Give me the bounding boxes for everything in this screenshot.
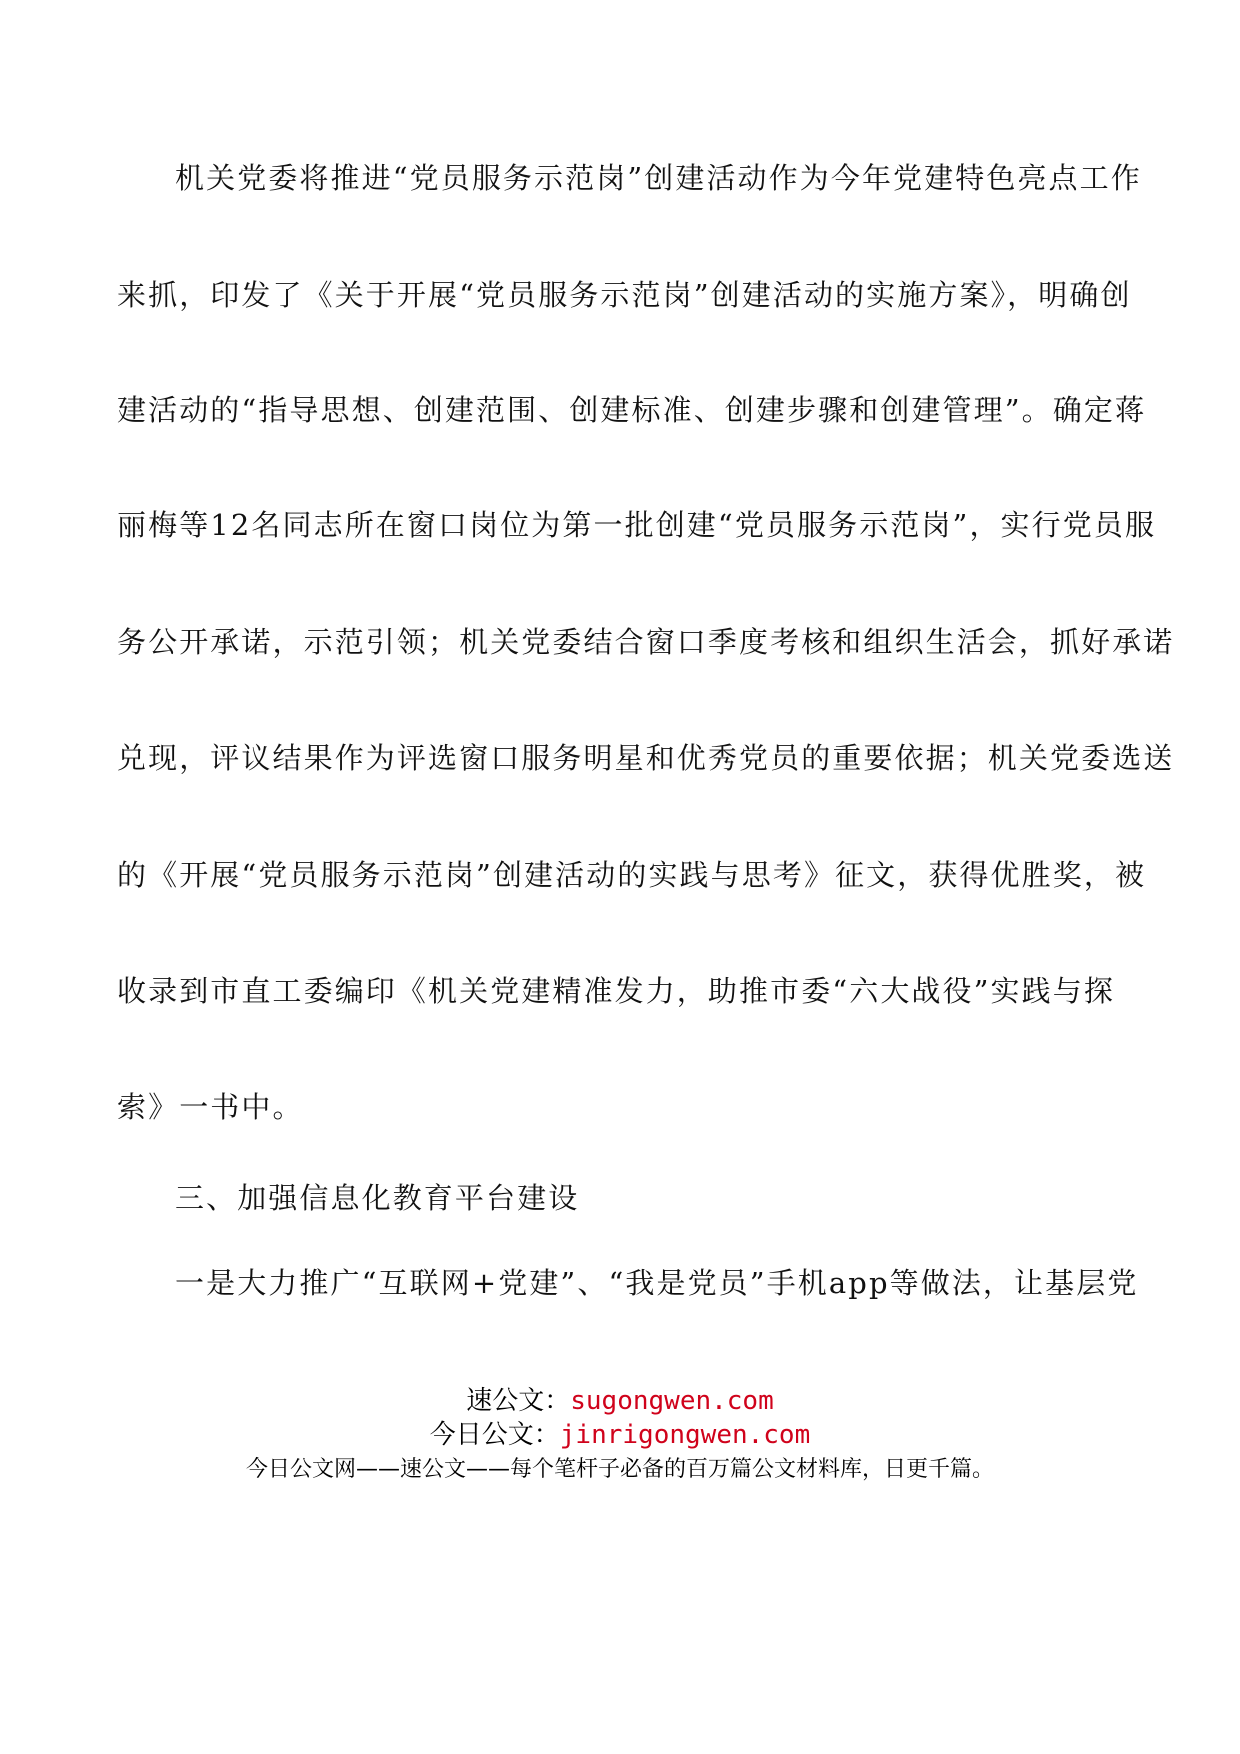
footer-slogan: 今日公文网——速公文——每个笔杆子必备的百万篇公文材料库，日更千篇。 xyxy=(245,1457,994,1482)
paragraph-line: 机关党委将推进“党员服务示范岗”创建活动作为今年党建特色亮点工作 xyxy=(175,161,1142,195)
paragraph-line: 务公开承诺，示范引领；机关党委结合窗口季度考核和组织生活会，抓好承诺 xyxy=(117,625,1175,659)
paragraph-line: 一是大力推广“互联网+党建”、“我是党员”手机app等做法，让基层党 xyxy=(175,1266,1139,1300)
paragraph-line: 的《开展“党员服务示范岗”创建活动的实践与思考》征文，获得优胜奖，被 xyxy=(117,858,1147,892)
paragraph-line: 丽梅等12名同志所在窗口岗位为第一批创建“党员服务示范岗”，实行党员服 xyxy=(117,508,1157,542)
footer-site-domain-link[interactable]: sugongwen.com xyxy=(570,1386,774,1416)
paragraph-line: 索》一书中。 xyxy=(117,1090,304,1124)
footer-site-label: 今日公文： xyxy=(429,1420,560,1450)
paragraph-line: 兑现，评议结果作为评选窗口服务明星和优秀党员的重要依据；机关党委选送 xyxy=(117,741,1175,775)
footer-site-line-1 xyxy=(0,1380,1240,1417)
paragraph-line: 收录到市直工委编印《机关党建精准发力，助推市委“六大战役”实践与探 xyxy=(117,974,1115,1008)
footer-site-label: 速公文： xyxy=(466,1386,571,1416)
section-heading: 三、加强信息化教育平台建设 xyxy=(175,1181,580,1215)
paragraph-line: 建活动的“指导思想、创建范围、创建标准、创建步骤和创建管理”。确定蒋 xyxy=(117,393,1147,427)
paragraph-line: 来抓，印发了《关于开展“党员服务示范岗”创建活动的实施方案》，明确创 xyxy=(117,278,1132,312)
footer-site-line-2 xyxy=(0,1414,1240,1451)
footer-site-domain-link[interactable]: jinrigongwen.com xyxy=(559,1420,811,1450)
